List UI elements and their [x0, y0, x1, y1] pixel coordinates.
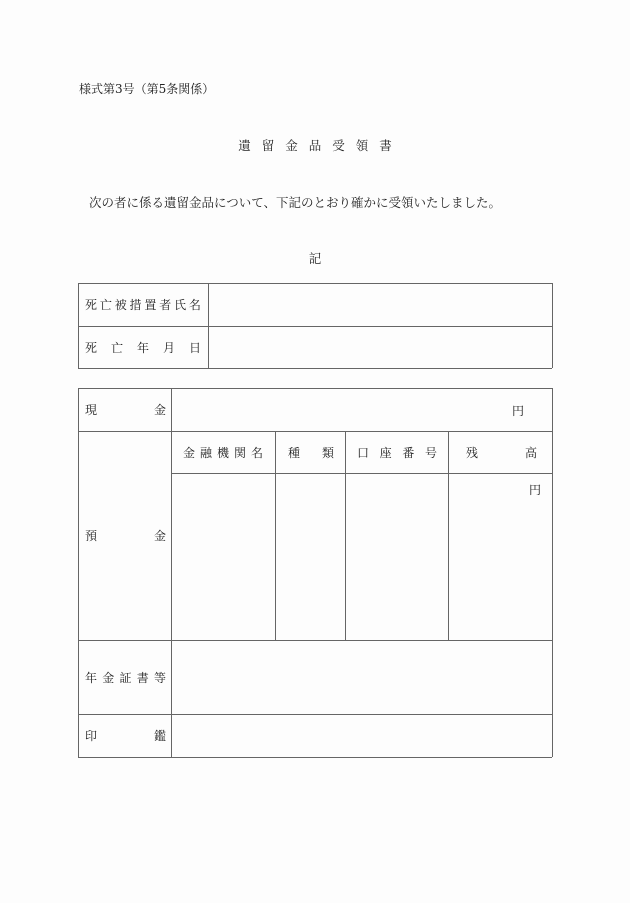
intro-text: 次の者に係る遺留金品について、下記のとおり確かに受領いたしました。: [89, 195, 502, 210]
balance-header: [466, 431, 537, 473]
label-char: 死: [85, 340, 98, 355]
label-char: 年: [136, 340, 149, 355]
label-char: 措: [129, 298, 142, 312]
label-char: 金: [183, 445, 196, 460]
label-char: 名: [188, 298, 201, 312]
pension-certificate-field[interactable]: [172, 641, 551, 713]
account-number-header: [357, 431, 437, 473]
label-char: 現: [85, 403, 98, 417]
label-char: 金: [102, 670, 115, 685]
label-char: 関: [233, 445, 246, 460]
label-char: 亡: [110, 340, 123, 355]
label-char: 高: [524, 445, 537, 460]
form-number: 様式第3号（第5条関係）: [79, 82, 215, 96]
label-char: 類: [321, 445, 334, 460]
label-char: 証: [119, 670, 132, 685]
seal-label: [85, 714, 166, 757]
deceased-name-field[interactable]: [209, 284, 551, 325]
label-char: 機: [216, 445, 229, 460]
label-char: 融: [199, 445, 212, 460]
ki-heading: 記: [308, 251, 322, 266]
account-number-field[interactable]: [346, 474, 447, 639]
cash-label: [85, 388, 166, 431]
label-char: 金: [153, 403, 166, 417]
label-char: 金: [153, 529, 166, 543]
label-char: 印: [85, 729, 98, 743]
account-type-header: [288, 431, 334, 473]
label-char: 死: [85, 298, 98, 312]
label-char: 預: [85, 529, 98, 543]
balance-unit: 円: [529, 483, 542, 497]
label-char: 月: [162, 340, 175, 355]
pension-certificate-label: [85, 640, 166, 714]
label-char: 号: [424, 445, 437, 460]
label-char: 種: [288, 445, 301, 460]
label-char: 者: [159, 298, 172, 312]
deposit-label: [85, 431, 166, 640]
death-date-label: [85, 326, 201, 368]
balance-field[interactable]: [449, 474, 551, 639]
seal-field[interactable]: [172, 715, 551, 756]
account-type-field[interactable]: [276, 474, 344, 639]
deceased-name-label: [85, 283, 201, 326]
death-date-field[interactable]: [209, 327, 551, 367]
label-char: 名: [250, 445, 263, 460]
bank-name-field[interactable]: [172, 474, 274, 639]
label-char: 書: [136, 670, 149, 685]
label-char: 氏: [174, 298, 187, 312]
label-char: 座: [379, 445, 392, 460]
label-char: 置: [144, 298, 157, 312]
label-char: 被: [114, 298, 127, 312]
label-char: 番: [402, 445, 415, 460]
label-char: 残: [466, 445, 479, 460]
label-char: 鑑: [153, 729, 166, 743]
cash-unit: 円: [512, 404, 525, 418]
label-char: 年: [85, 670, 98, 685]
cash-field[interactable]: [172, 389, 502, 430]
bank-name-header: [183, 431, 263, 473]
label-char: 等: [153, 670, 166, 685]
label-char: 口: [357, 445, 370, 460]
label-char: 日: [188, 340, 201, 355]
label-char: 亡: [99, 298, 112, 312]
document-title: 遺留金品受領書: [238, 138, 403, 153]
